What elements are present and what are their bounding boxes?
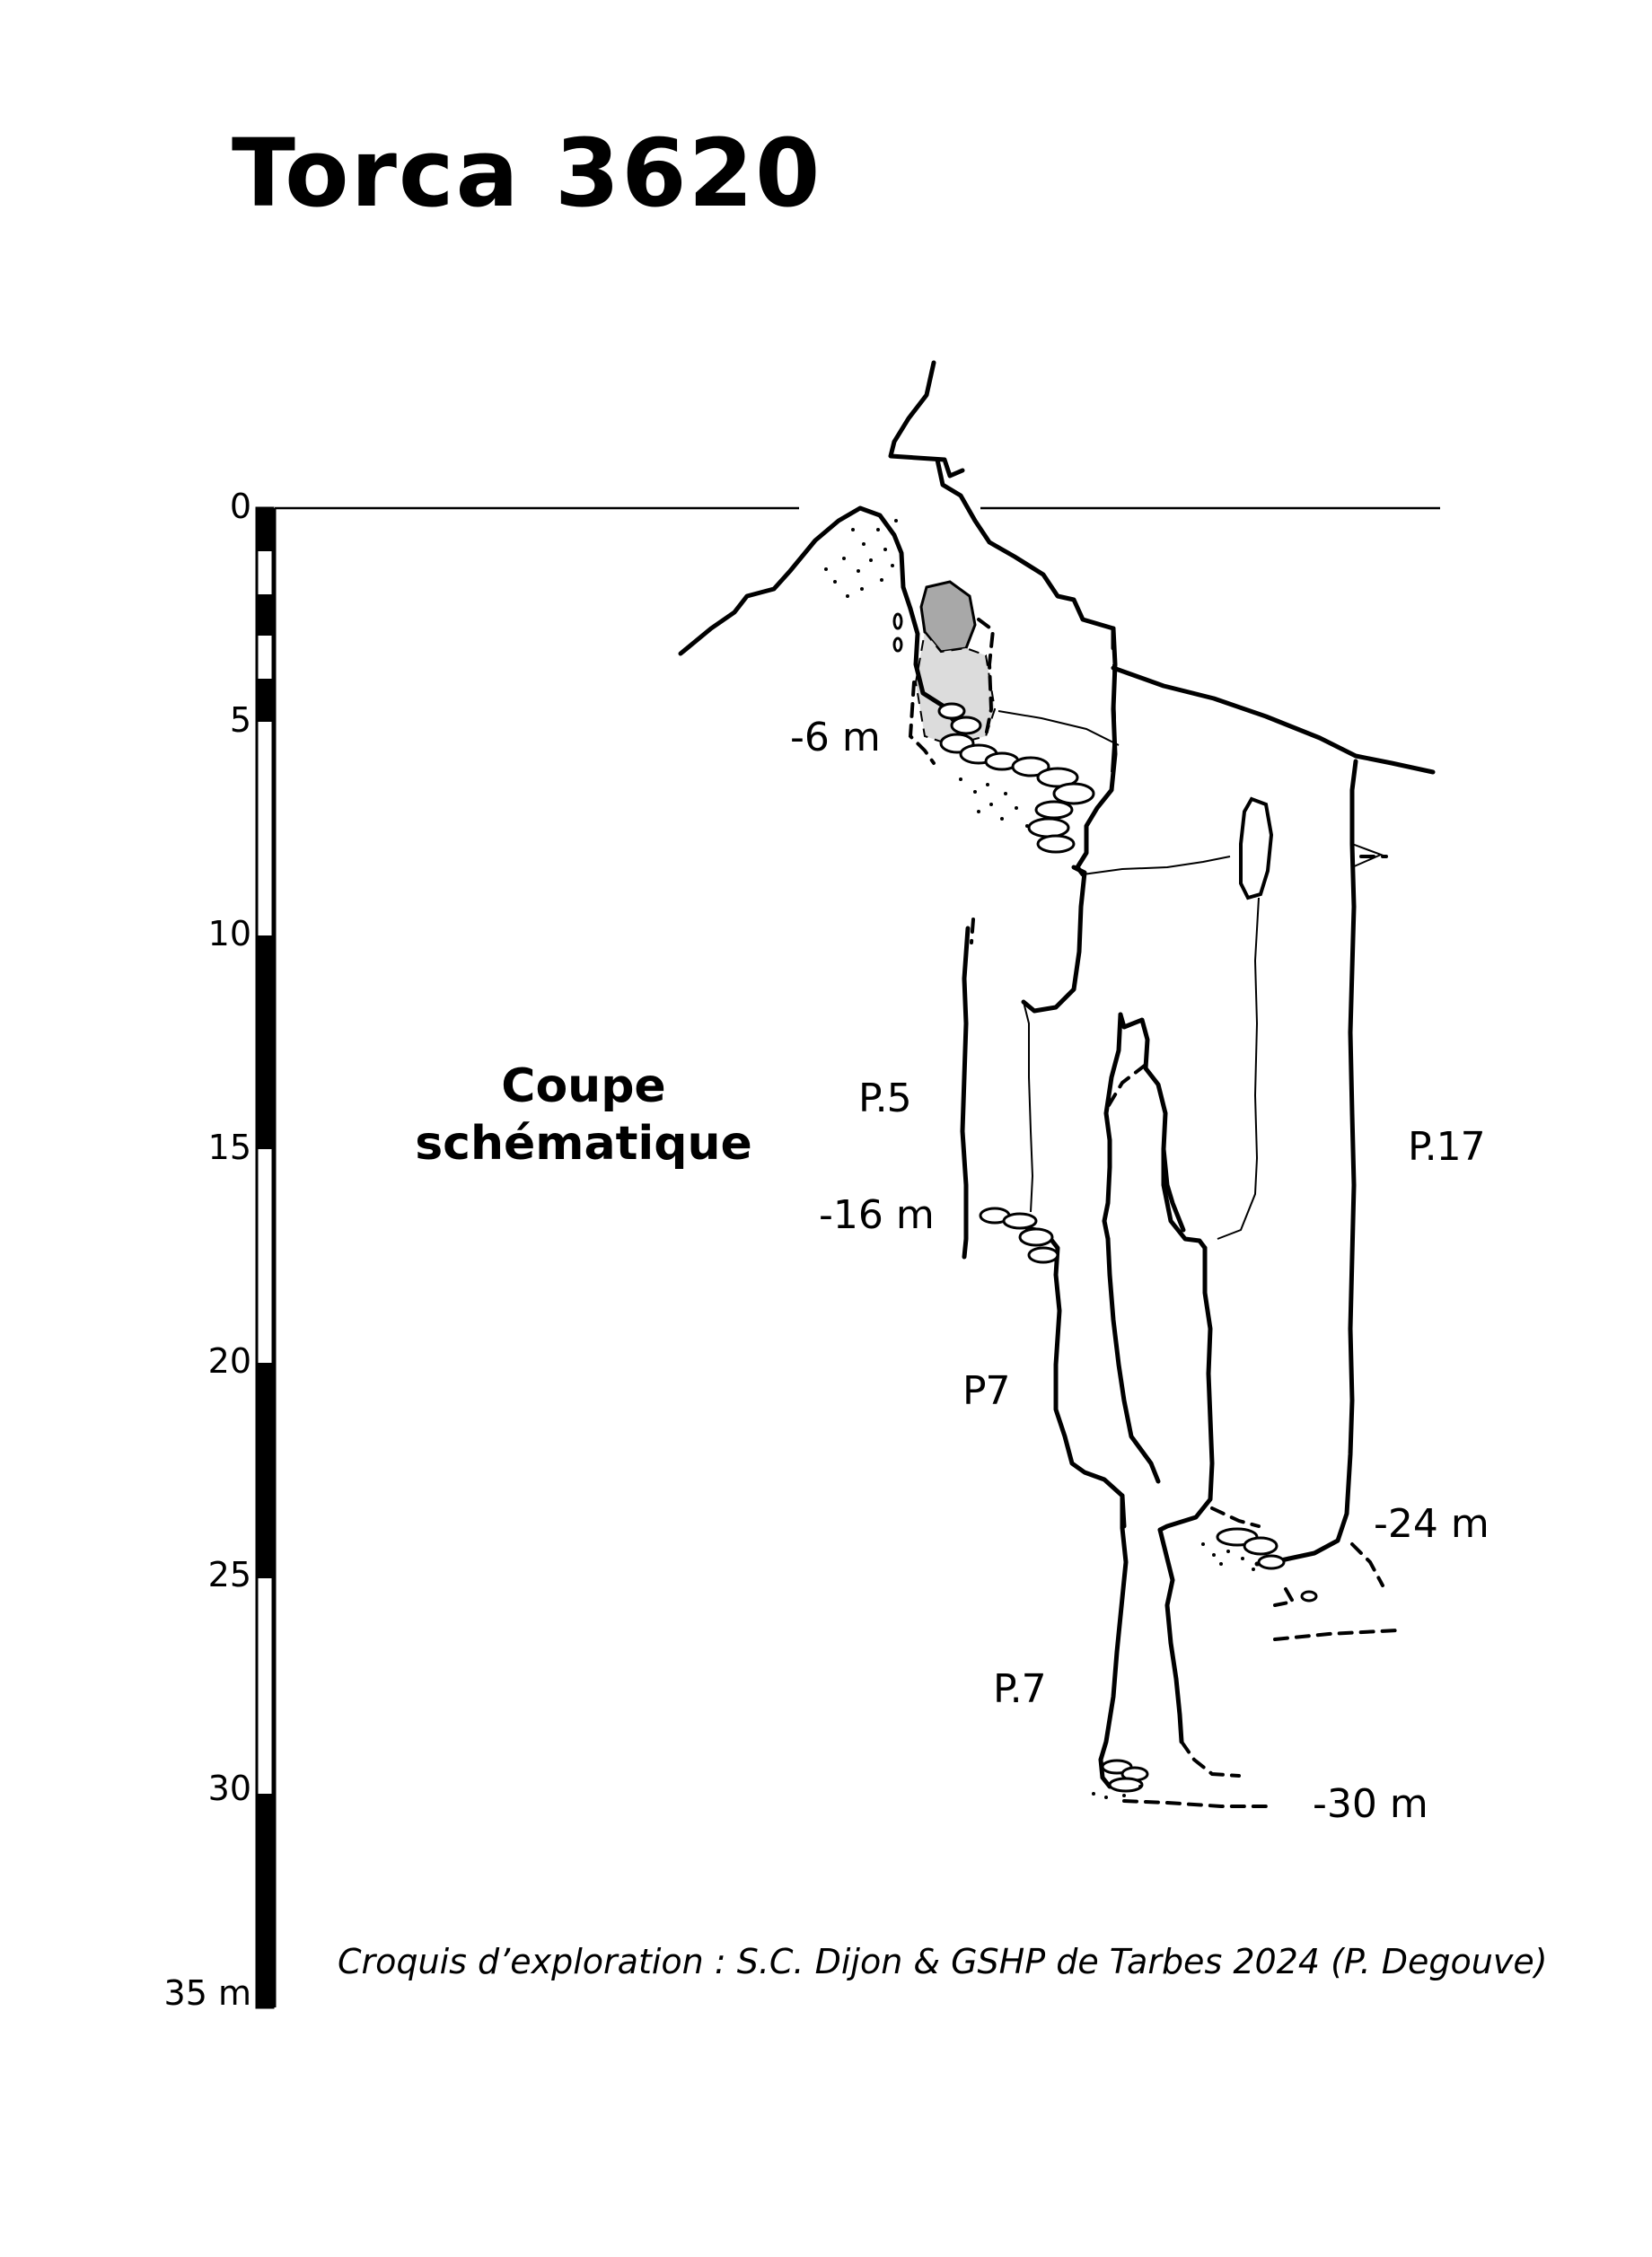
scale-tick-20: 20 (207, 1341, 251, 1381)
depth-label-30m: -30 m (1313, 1781, 1428, 1827)
pitch-label-p7-lower: P.7 (993, 1666, 1046, 1712)
depth-scale-bar (257, 508, 275, 2007)
pitch-label-p7-upper: P7 (962, 1368, 1010, 1414)
scale-tick-25: 25 (207, 1555, 251, 1594)
depth-label-16m: -16 m (819, 1192, 935, 1238)
scale-tick-30: 30 (207, 1769, 251, 1808)
oval-passage (1241, 799, 1271, 898)
subtitle-line-1: Coupe (501, 1059, 666, 1113)
scale-tick-0: 0 (229, 487, 251, 526)
depth-label-6m: -6 m (790, 715, 881, 760)
scale-tick-15: 15 (207, 1128, 251, 1167)
cave-walls (681, 363, 1433, 1787)
scale-tick-5: 5 (229, 700, 251, 740)
survey-title: Torca 3620 (232, 119, 822, 228)
boulders (894, 614, 1316, 1791)
scale-tick-35: 35 m (163, 1973, 251, 2013)
subtitle-line-2: schématique (415, 1117, 752, 1171)
sediment-dots (824, 519, 1255, 1799)
pitch-label-p5: P.5 (858, 1076, 911, 1121)
scale-tick-10: 10 (207, 914, 251, 953)
depth-label-24m: -24 m (1374, 1501, 1489, 1547)
pitch-label-p17: P.17 (1408, 1124, 1485, 1170)
section-type-label (413, 1058, 754, 1172)
survey-credit: Croquis d’exploration : S.C. Dijon & GSHP de Tarbes 2024 (P. Degouve) (338, 1942, 1548, 1981)
thin-walls (998, 664, 1381, 1239)
